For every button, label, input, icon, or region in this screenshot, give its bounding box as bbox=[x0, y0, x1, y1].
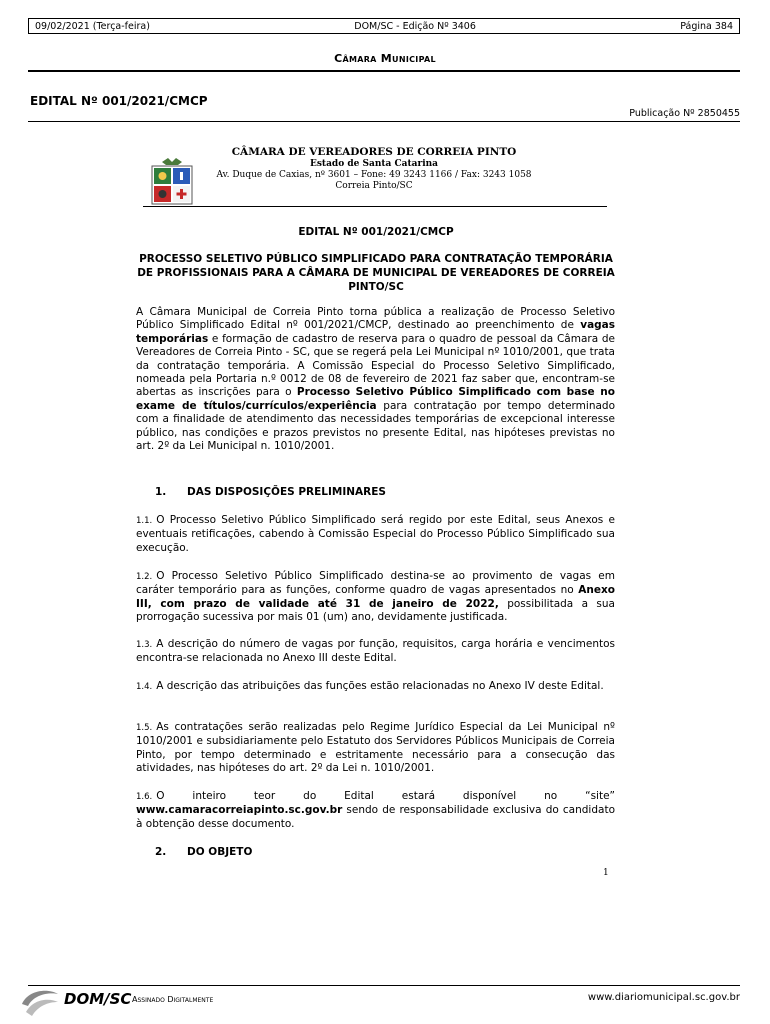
item-text: A descrição das atribuições das funções estão relacionadas no Anexo IV deste Edital. bbox=[156, 680, 604, 692]
item-text: O Processo Seletivo Público Simplificado destina-se ao provimento de vagas em caráter temporário para as funções, conforme quadro de vagas apresentados no bbox=[136, 570, 615, 597]
item-1-6 bbox=[136, 790, 615, 831]
site-link[interactable]: www.camaracorreiapinto.sc.gov.br bbox=[136, 804, 343, 817]
letterhead bbox=[200, 146, 548, 191]
page-header-bar bbox=[28, 18, 740, 34]
item-text: sendo de responsabilidade exclusiva do candidato à obtenção desse documento. bbox=[136, 804, 615, 830]
intro-bold-1: vagas temporárias bbox=[136, 319, 615, 345]
letterhead-rule bbox=[143, 206, 607, 207]
publication-rule bbox=[28, 121, 740, 122]
section-2-number: 2. bbox=[155, 846, 167, 858]
item-1-4 bbox=[136, 680, 615, 694]
section-rule bbox=[28, 70, 740, 72]
item-1-2 bbox=[136, 570, 615, 625]
item-number: 1.3. bbox=[136, 640, 153, 650]
coat-of-arms-icon bbox=[148, 156, 196, 206]
section-2-heading bbox=[155, 846, 252, 858]
item-1-5 bbox=[136, 721, 615, 776]
letterhead-name: CÂMARA DE VEREADORES DE CORREIA PINTO bbox=[231, 146, 517, 158]
footer-signature: Assinado Digitalmente bbox=[132, 995, 214, 1004]
section-1-heading bbox=[155, 486, 386, 498]
header-edition: DOM/SC - Edição Nº 3406 bbox=[354, 20, 476, 32]
footer-url[interactable]: www.diariomunicipal.sc.gov.br bbox=[587, 992, 740, 1003]
intro-text-2: e formação de cadastro de reserva para o quadro de pessoal da Câmara de Vereadores de Correia Pinto - SC, que se regerá pela Lei Municipal nº 1010/2001, que trata da contratação temporária. A Comissão Especial do Processo Seletivo Simplificado, nomeada pela Portaria n.º 0012 de 08 de fevereiro de 2021 faz saber que, encontram-se abertas as inscrições para o bbox=[136, 332, 615, 399]
section-1-title: DAS DISPOSIÇÕES PRELIMINARES bbox=[187, 486, 386, 498]
item-text: possibilitada a sua prorrogação sucessiva por mais 01 (um) ano, devidamente justificada. bbox=[136, 597, 615, 624]
item-text: A descrição do número de vagas por função, requisitos, carga horária e vencimentos encontra-se relacionada no Anexo III deste Edital. bbox=[136, 638, 615, 665]
section-2-title: DO OBJETO bbox=[187, 846, 253, 858]
item-1-3 bbox=[136, 638, 615, 666]
intro-text-3: para contratação por tempo determinado com a finalidade de atendimento das necessidades temporárias de excepcional interesse público, nas condições e prazos previstos no presente Edital, nas hipóteses previstas no art. 2º da Lei Municipal n. 1010/2001. bbox=[136, 399, 615, 453]
document-title: EDITAL Nº 001/2021/CMCP bbox=[298, 226, 454, 238]
item-text: O Processo Seletivo Público Simplificado será regido por este Edital, seus Anexos e eventuais retificações, cabendo à Comissão Especial do Processo Público Simplificado sua execução. bbox=[136, 514, 615, 554]
item-bold: Anexo III, com prazo de validade até 31 de janeiro de 2022, bbox=[136, 584, 615, 610]
intro-paragraph bbox=[136, 306, 615, 453]
item-text: O inteiro teor do Edital estará disponível no “site” bbox=[156, 790, 615, 802]
letterhead-city: Correia Pinto/SC bbox=[335, 181, 413, 191]
item-number: 1.5. bbox=[136, 723, 153, 733]
letterhead-state: Estado de Santa Catarina bbox=[309, 159, 438, 169]
edital-heading: EDITAL Nº 001/2021/CMCP bbox=[30, 94, 208, 108]
publication-number: Publicação Nº 2850455 bbox=[629, 108, 740, 119]
item-number: 1.6. bbox=[136, 792, 153, 802]
item-number: 1.1. bbox=[136, 516, 153, 526]
item-number: 1.2. bbox=[136, 572, 153, 582]
item-1-1 bbox=[136, 514, 615, 555]
intro-text-1: A Câmara Municipal de Correia Pinto torna pública a realização de Processo Seletivo Público Simplificado Edital nº 001/2021/CMCP, destinado ao preenchimento de bbox=[136, 306, 615, 332]
item-number: 1.4. bbox=[136, 682, 153, 692]
section-1-number: 1. bbox=[155, 486, 167, 498]
intro-bold-2: Processo Seletivo Público Simplificado com base no exame de títulos/currículos/experiência bbox=[136, 386, 615, 412]
section-title: Câmara Municipal bbox=[334, 52, 436, 65]
letterhead-address: Av. Duque de Caxias, nº 3601 – Fone: 49 3243 1166 / Fax: 3243 1058 bbox=[216, 170, 532, 180]
footer-rule bbox=[28, 985, 740, 986]
dom-sc-logo-icon bbox=[18, 984, 62, 1020]
process-title: PROCESSO SELETIVO PÚBLICO SIMPLIFICADO PARA CONTRATAÇÃO TEMPORÁRIA DE PROFISSIONAIS PARA A CÂMARA DE MUNICIPAL DE VEREADORES DE CORREIA PINTO/SC bbox=[137, 253, 615, 293]
header-page: Página 384 bbox=[680, 20, 733, 32]
item-text: As contratações serão realizadas pelo Regime Jurídico Especial da Lei Municipal nº 1010/2001 e subsidiariamente pelo Estatuto dos Servidores Públicos Municipais de Correia Pinto, por tempo determinado e estritamente necessário para a consecução das atividades, nas hipóteses do art. 2º da Lei n. 1010/2001. bbox=[136, 721, 615, 775]
page-number: 1 bbox=[603, 868, 609, 878]
header-date: 09/02/2021 (Terça-feira) bbox=[35, 20, 150, 32]
footer-brand: DOM/SC bbox=[64, 990, 132, 1008]
